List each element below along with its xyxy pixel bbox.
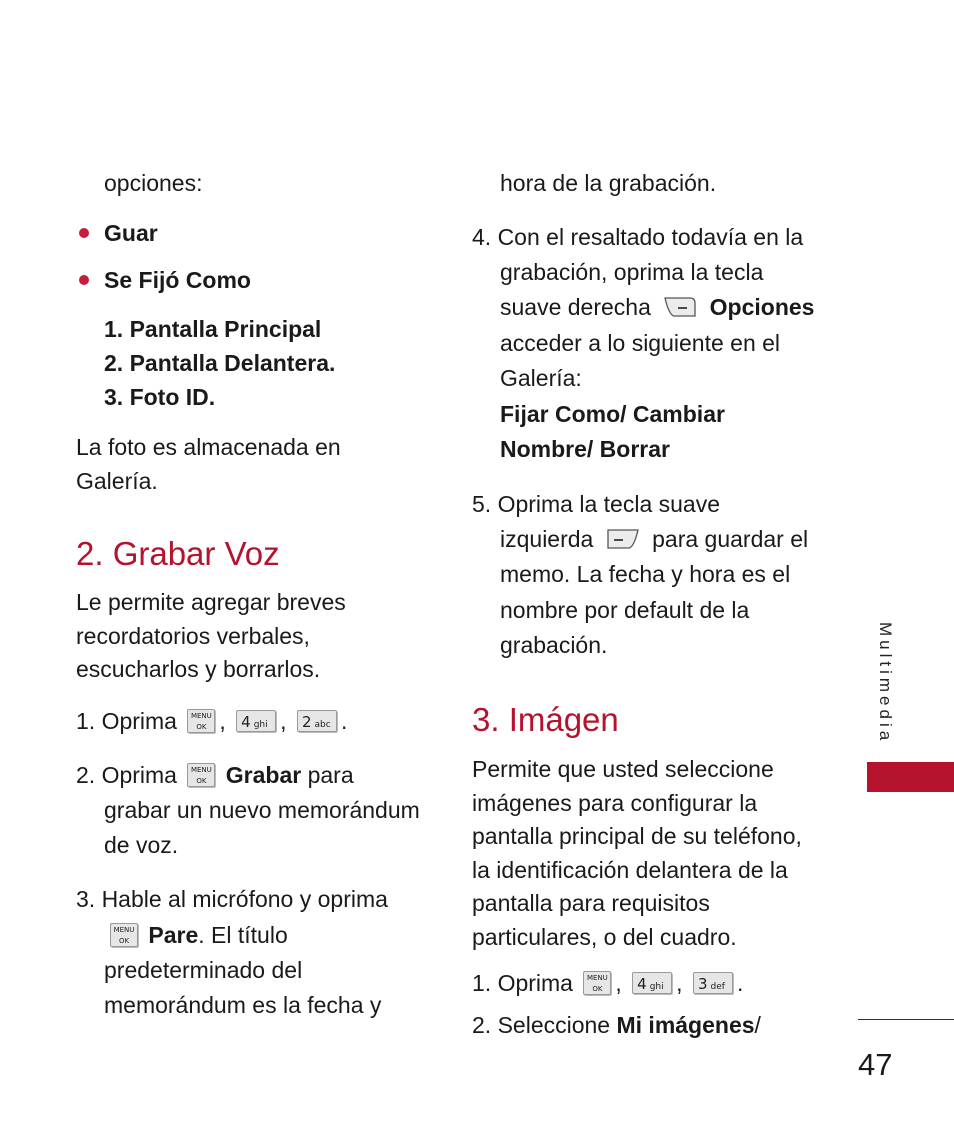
section-tab [867,762,954,792]
intro-line-1: Le permite agregar breves [76,589,346,615]
text-foto-1: La foto es almacenada en [76,434,341,460]
step-5-line-1: 5. Oprima la tecla suave [472,491,721,517]
step-3-line-3: predeterminado del [104,957,303,983]
key-2-icon: 2 abc [297,710,337,732]
intro-right-6: particulares, o del cuadro. [472,924,737,950]
sub-item-3: 3. Foto ID. [104,384,216,410]
step-4-options-1: Fijar Como/ Cambiar [500,401,725,427]
bullet-icon [79,275,89,285]
step-3-line-1: 3. Hable al micrófono y oprima [76,886,388,912]
step-2-line-3: de voz. [104,832,179,858]
sub-item-2: 2. Pantalla Delantera. [104,350,336,376]
step-4-line-5: Galería: [500,365,582,391]
footer-rule [858,1019,954,1020]
intro-line-2: recordatorios verbales, [76,623,310,649]
intro-right-4: la identificación delantera de la [472,857,788,883]
step-5-line-4: nombre por default de la [500,597,750,623]
step-4-line-4: acceder a lo siguiente en el [500,330,781,356]
bullet-se-fijo-como: Se Fijó Como [104,267,251,293]
menu-ok-key-icon: MENU OK [187,709,215,733]
intro-right-1: Permite que usted seleccione [472,756,774,782]
section-label: Multimedia [876,622,895,745]
text-hora-grabacion: hora de la grabación. [500,170,717,196]
menu-ok-key-icon: MENU OK [583,971,611,995]
right-soft-key-icon [663,295,697,319]
step-1-right: 1. Oprima MENU OK , 4 ghi , 3 def . [472,970,744,996]
sub-item-1: 1. Pantalla Principal [104,316,322,342]
step-4-line-3: suave derecha Opciones [500,294,815,320]
key-4-icon: 4 ghi [632,972,672,994]
bullet-icon [79,228,89,238]
key-4-icon: 4 ghi [236,710,276,732]
intro-right-2: imágenes para configurar la [472,790,758,816]
step-5-line-3: memo. La fecha y hora es el [500,561,791,587]
text-opciones: opciones: [104,170,203,196]
text-foto-2: Galería. [76,468,158,494]
step-4-line-2: grabación, oprima la tecla [500,259,764,285]
heading-imagen: 3. Imágen [472,701,619,738]
step-1-label: 1. Oprima [76,708,177,734]
step-2-right: 2. Seleccione Mi imágenes/ [472,1012,761,1038]
step-2-line-2: grabar un nuevo memorándum [104,797,420,823]
step-3-line-2: MENU OK Pare. El título [104,918,288,953]
intro-line-3: escucharlos y borrarlos. [76,656,321,682]
menu-ok-key-icon: MENU OK [187,763,215,787]
step-2-left: 2. Oprima MENU OK Grabar para [76,762,354,788]
step-4-options-2: Nombre/ Borrar [500,436,670,462]
step-5-line-2: izquierda para guardar el [500,526,809,552]
key-3-icon: 3 def [693,972,733,994]
step-3-line-4: memorándum es la fecha y [104,992,382,1018]
heading-grabar-voz: 2. Grabar Voz [76,535,280,572]
step-1-left: 1. Oprima MENU OK , 4 ghi , 2 abc . [76,708,348,734]
step-4-line-1: 4. Con el resaltado todavía en la [472,224,804,250]
page-number: 47 [858,1047,893,1082]
intro-right-3: pantalla principal de su teléfono, [472,823,802,849]
step-5-line-5: grabación. [500,632,608,658]
menu-ok-key-icon: MENU OK [110,923,138,947]
left-soft-key-icon [606,527,640,551]
bullet-guar: Guar [104,220,158,246]
intro-right-5: pantalla para requisitos [472,890,710,916]
